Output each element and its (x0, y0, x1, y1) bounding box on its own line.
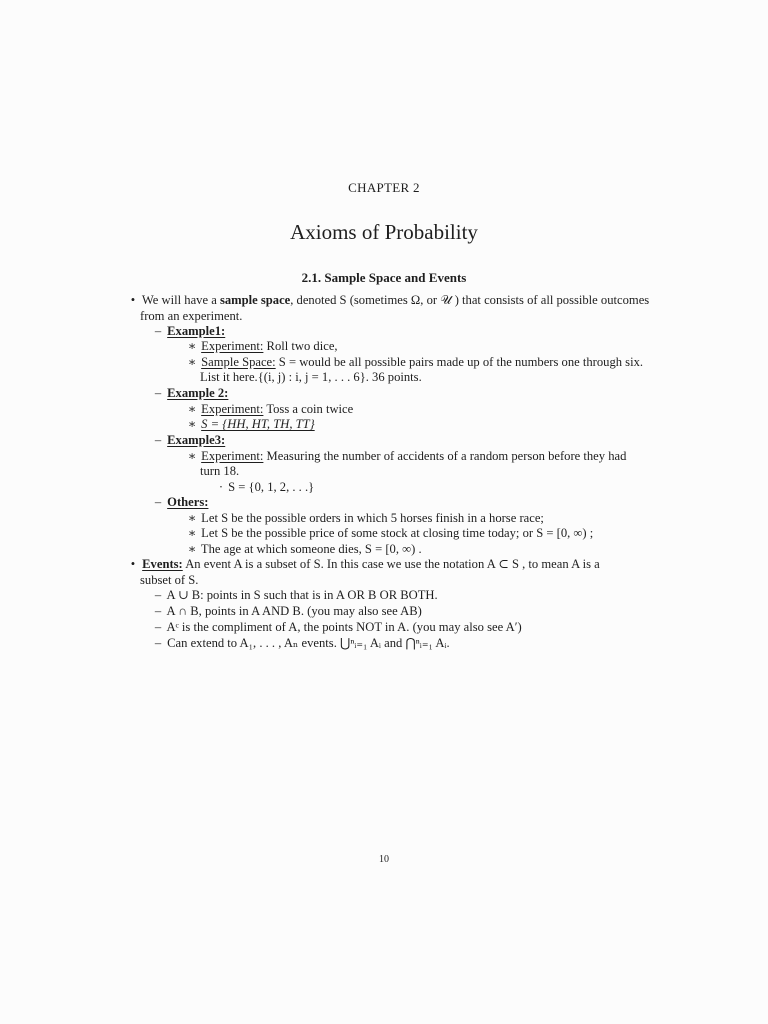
events-item-4 (152, 636, 450, 652)
intro-text-a: We will have a (141, 293, 220, 307)
bullet-events (127, 557, 600, 573)
star-marker: ∗ (187, 417, 197, 431)
dash-marker: – (154, 386, 162, 400)
example1-label: Example1: (167, 324, 226, 338)
dash-marker: – (154, 324, 162, 338)
events-item-text: A ∪ B: points in S such that is in A OR B OR BOTH. (166, 588, 438, 602)
intro-text-c: , denoted S (sometimes Ω, or 𝒰 ) that consists of all possible outcomes (290, 293, 650, 307)
example2-experiment (186, 402, 353, 418)
example3-experiment (186, 449, 626, 465)
example1-sample-space (186, 355, 643, 371)
dash-marker: – (154, 636, 162, 650)
dot-marker: · (218, 480, 224, 494)
dash-marker: – (154, 433, 162, 447)
others-item-text: The age at which someone dies, S = [0, ∞) . (200, 542, 422, 556)
star-marker: ∗ (187, 542, 197, 556)
example3-heading (152, 433, 225, 449)
events-label: Events: (142, 557, 183, 571)
dash-marker: – (154, 620, 162, 634)
events-item-text: Can extend to A₁, . . . , Aₙ events. ⋃ⁿᵢ₌₁ Aᵢ and ⋂ⁿᵢ₌₁ Aᵢ. (167, 636, 450, 650)
others-item-text: Let S be the possible orders in which 5 horses finish in a horse race; (201, 511, 544, 525)
others-item-text: Let S be the possible price of some stock at closing time today; or S = [0, ∞) ; (201, 526, 594, 540)
others-item-1 (186, 511, 544, 527)
bullet-intro (127, 293, 649, 309)
star-marker: ∗ (187, 511, 197, 525)
page-number: 10 (379, 854, 389, 865)
example1-heading (152, 324, 225, 340)
events-continuation: subset of S. (140, 573, 199, 587)
sample-space-label: Sample Space: (201, 355, 276, 369)
sample-space-set: S = {0, 1, 2, . . .} (228, 480, 315, 494)
events-item-text: A ∩ B, points in A AND B. (you may also see AB) (166, 604, 422, 618)
example2-label: Example 2: (167, 386, 229, 400)
sample-space-text: S = would be all possible pairs made up of the numbers one through six. (275, 355, 644, 369)
dash-marker: – (154, 604, 162, 618)
star-marker: ∗ (187, 339, 197, 353)
example2-heading (152, 386, 228, 402)
intro-continuation: from an experiment. (140, 309, 243, 323)
bullet-marker: • (130, 293, 136, 307)
intro-term-sample-space: sample space (219, 293, 291, 307)
example3-label: Example3: (167, 433, 226, 447)
star-marker: ∗ (187, 402, 197, 416)
example2-sample-space (186, 417, 315, 433)
experiment-label: Experiment: (201, 339, 264, 353)
chapter-heading: CHAPTER 2 (348, 180, 420, 195)
bullet-marker: • (130, 557, 136, 571)
example3-experiment-cont: turn 18. (200, 464, 240, 478)
events-item-2 (152, 604, 422, 620)
events-text: An event A is a subset of S. In this case we use the notation A ⊂ S , to mean A is a (182, 557, 600, 571)
example1-experiment (186, 339, 338, 355)
others-heading (152, 495, 208, 511)
dash-marker: – (154, 588, 162, 602)
events-item-3 (152, 620, 522, 636)
sample-space-set: S = {HH, HT, TH, TT} (201, 417, 315, 431)
experiment-text: Measuring the number of accidents of a random person before they had (263, 449, 627, 463)
others-item-2 (186, 526, 593, 542)
experiment-text: Toss a coin twice (263, 402, 354, 416)
star-marker: ∗ (187, 526, 197, 540)
experiment-text: Roll two dice, (263, 339, 338, 353)
star-marker: ∗ (187, 355, 197, 369)
others-item-3 (186, 542, 422, 558)
dash-marker: – (154, 495, 162, 509)
page-title: Axioms of Probability (290, 220, 478, 244)
events-item-text: Aᶜ is the compliment of A, the points NOT in A. (you may also see A′) (166, 620, 522, 634)
example1-sample-space-cont: List it here.{(i, j) : i, j = 1, . . . 6}. 36 points. (200, 370, 422, 384)
events-item-1 (152, 588, 438, 604)
star-marker: ∗ (187, 449, 197, 463)
experiment-label: Experiment: (201, 449, 264, 463)
others-label: Others: (167, 495, 209, 509)
section-heading: 2.1. Sample Space and Events (301, 270, 467, 285)
example3-sample-space (217, 480, 314, 496)
experiment-label: Experiment: (201, 402, 264, 416)
